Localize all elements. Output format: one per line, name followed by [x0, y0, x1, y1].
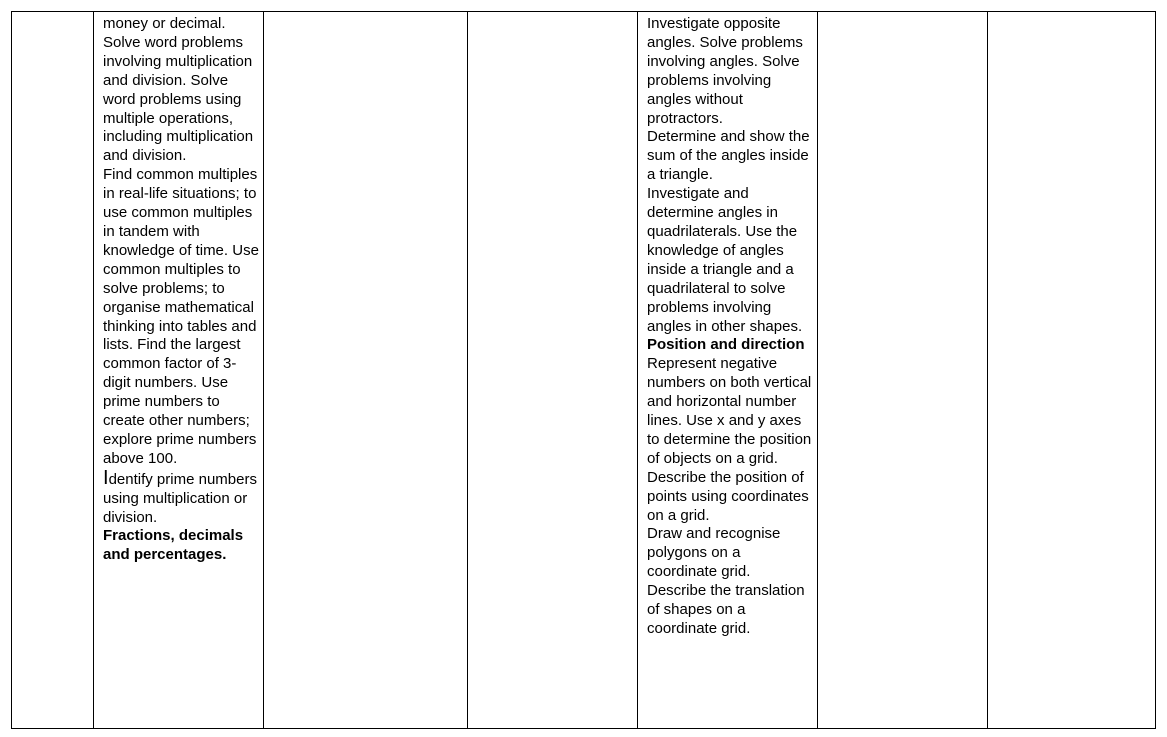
table-cell-col5 [638, 12, 818, 729]
cell-paragraph: Describe the translation of shapes on a coordinate grid. [647, 582, 805, 637]
cell-paragraph: Draw and recognise polygons on a coordinate grid. [647, 525, 781, 581]
table-cell-col7 [988, 12, 1156, 729]
table-cell-col6 [818, 12, 988, 729]
curriculum-table [11, 11, 1156, 729]
table-cell-col3 [264, 12, 468, 729]
cell-paragraph: Find common multiples in real-life situations; to use common multiples in tandem with knowledge of time. Use common multiples to solve problems; to organise mathematical thinking into tables and lists. Find the largest common factor of 3-digit numbers. Use prime numbers to create other numbers; explore prime numbers above 100. [103, 166, 259, 467]
table-cell-col4 [468, 12, 638, 729]
cell-paragraph: money or decimal. Solve word problems involving multiplication and division. Solve word problems using multiple operations, including multiplication and division. [103, 15, 254, 165]
table-row [12, 12, 1156, 729]
cell-paragraph: Represent negative numbers on both vertical and horizontal number lines. Use x and y axes to determine the position of objects on a grid. [647, 355, 812, 467]
cell-paragraph: Investigate opposite angles. Solve problems involving angles. Solve problems involving angles without protractors. [647, 15, 803, 127]
table-cell-col2 [94, 12, 264, 729]
paragraph-rest: dentify prime numbers using multiplication or division. [103, 470, 257, 526]
table-cell-col1 [12, 12, 94, 729]
cell-paragraph: Describe the position of points using coordinates on a grid. [647, 468, 809, 524]
cell-paragraph [103, 466, 260, 528]
cell-paragraph: Investigate and determine angles in quadrilaterals. Use the knowledge of angles inside a triangle and a quadrilateral to solve problems involving angles in other shapes. [647, 185, 803, 335]
drop-letter: I [103, 466, 109, 489]
section-heading: Fractions, decimals and percentages. [103, 527, 244, 564]
cell-paragraph: Determine and show the sum of the angles inside a triangle. [647, 128, 810, 184]
section-heading: Position and direction [647, 336, 805, 354]
